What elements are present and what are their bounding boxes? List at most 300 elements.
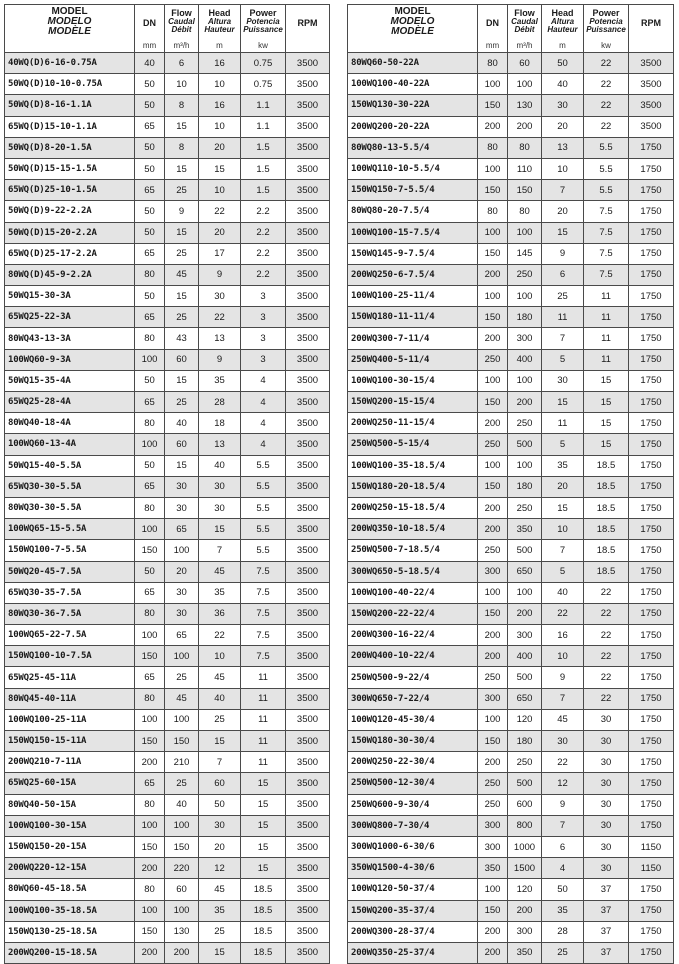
model-cell: 150WQ100-7-5.5A	[5, 540, 135, 561]
unit-head: m	[542, 38, 584, 53]
dn-cell: 100	[478, 286, 508, 307]
head-cell: 30	[199, 286, 241, 307]
header-head: Head Altura Hauteur	[542, 5, 584, 39]
flow-cell: 80	[508, 137, 542, 158]
dn-cell: 200	[478, 752, 508, 773]
dn-cell: 100	[135, 900, 165, 921]
rpm-cell: 1750	[629, 815, 674, 836]
power-cell: 30	[584, 752, 629, 773]
flow-cell: 500	[508, 540, 542, 561]
table-row	[348, 222, 674, 243]
head-cell: 5	[542, 434, 584, 455]
rpm-cell: 3500	[286, 582, 330, 603]
head-cell: 45	[199, 561, 241, 582]
dn-cell: 100	[135, 519, 165, 540]
flow-cell: 600	[508, 794, 542, 815]
flow-cell: 210	[165, 752, 199, 773]
power-cell: 0.75	[241, 53, 286, 74]
power-cell: 7.5	[241, 625, 286, 646]
rpm-cell: 3500	[286, 180, 330, 201]
rpm-cell: 1750	[629, 603, 674, 624]
dn-cell: 80	[478, 53, 508, 74]
dn-cell: 150	[135, 921, 165, 942]
flow-cell: 9	[165, 201, 199, 222]
flow-cell: 1500	[508, 858, 542, 879]
dn-cell: 80	[135, 688, 165, 709]
dn-cell: 80	[135, 879, 165, 900]
model-cell: 80WQ40-50-15A	[5, 794, 135, 815]
header-rpm: RPM	[629, 5, 674, 39]
model-cell: 150WQ100-10-7.5A	[5, 646, 135, 667]
flow-cell: 25	[165, 392, 199, 413]
table-row	[5, 815, 330, 836]
power-cell: 22	[584, 95, 629, 116]
table-row	[348, 731, 674, 752]
dn-cell: 200	[478, 497, 508, 518]
model-cell: 100WQ100-25-11/4	[348, 286, 478, 307]
table-row	[5, 688, 330, 709]
rpm-cell: 3500	[286, 53, 330, 74]
table-row	[5, 413, 330, 434]
head-cell: 20	[199, 836, 241, 857]
flow-cell: 100	[508, 582, 542, 603]
dn-cell: 100	[478, 455, 508, 476]
unit-dn: mm	[478, 38, 508, 53]
power-cell: 22	[584, 646, 629, 667]
power-cell: 11	[584, 286, 629, 307]
model-cell: 250WQ600-9-30/4	[348, 794, 478, 815]
dn-cell: 200	[135, 752, 165, 773]
table-row	[5, 942, 330, 963]
head-cell: 9	[542, 794, 584, 815]
rpm-cell: 1750	[629, 243, 674, 264]
dn-cell: 65	[135, 582, 165, 603]
model-cell: 100WQ120-50-37/4	[348, 879, 478, 900]
table-row	[5, 328, 330, 349]
flow-cell: 150	[165, 836, 199, 857]
flow-cell: 300	[508, 328, 542, 349]
table-row	[5, 858, 330, 879]
head-cell: 15	[199, 731, 241, 752]
flow-cell: 100	[165, 815, 199, 836]
power-cell: 37	[584, 879, 629, 900]
dn-cell: 250	[478, 540, 508, 561]
model-cell: 80WQ30-36-7.5A	[5, 603, 135, 624]
flow-cell: 8	[165, 95, 199, 116]
model-cell: 100WQ110-10-5.5/4	[348, 158, 478, 179]
table-row	[5, 53, 330, 74]
model-cell: 200WQ200-15-18.5A	[5, 942, 135, 963]
dn-cell: 250	[478, 667, 508, 688]
head-cell: 36	[199, 603, 241, 624]
head-cell: 10	[199, 646, 241, 667]
power-cell: 30	[584, 858, 629, 879]
power-cell: 2.2	[241, 222, 286, 243]
head-cell: 35	[199, 370, 241, 391]
model-cell: 300WQ650-7-22/4	[348, 688, 478, 709]
dn-cell: 250	[478, 794, 508, 815]
head-cell: 7	[542, 815, 584, 836]
table-row	[5, 307, 330, 328]
table-row	[348, 476, 674, 497]
table-row	[348, 858, 674, 879]
power-cell: 22	[584, 688, 629, 709]
flow-cell: 800	[508, 815, 542, 836]
unit-flow: m³/h	[165, 38, 199, 53]
model-cell: 200WQ300-28-37/4	[348, 921, 478, 942]
model-cell: 50WQ(D)9-22-2.2A	[5, 201, 135, 222]
table-row	[348, 413, 674, 434]
rpm-cell: 1750	[629, 349, 674, 370]
rpm-cell: 3500	[286, 264, 330, 285]
table-row	[348, 455, 674, 476]
model-cell: 150WQ130-25-18.5A	[5, 921, 135, 942]
flow-cell: 130	[508, 95, 542, 116]
power-cell: 1.5	[241, 180, 286, 201]
head-cell: 18	[199, 413, 241, 434]
unit-rpm	[629, 38, 674, 53]
head-cell: 10	[199, 74, 241, 95]
power-cell: 7.5	[584, 222, 629, 243]
table-row	[5, 434, 330, 455]
head-cell: 30	[542, 370, 584, 391]
power-cell: 22	[584, 625, 629, 646]
rpm-cell: 1750	[629, 370, 674, 391]
dn-cell: 100	[478, 879, 508, 900]
table-row	[348, 773, 674, 794]
unit-flow: m³/h	[508, 38, 542, 53]
table-row	[348, 794, 674, 815]
dn-cell: 80	[478, 137, 508, 158]
rpm-cell: 1750	[629, 201, 674, 222]
dn-cell: 150	[478, 392, 508, 413]
power-cell: 4	[241, 434, 286, 455]
flow-cell: 180	[508, 731, 542, 752]
model-cell: 200WQ250-15-18.5/4	[348, 497, 478, 518]
head-cell: 22	[199, 201, 241, 222]
head-cell: 35	[199, 582, 241, 603]
model-cell: 100WQ65-22-7.5A	[5, 625, 135, 646]
flow-cell: 250	[508, 752, 542, 773]
flow-cell: 100	[508, 455, 542, 476]
flow-cell: 40	[165, 794, 199, 815]
flow-cell: 150	[165, 731, 199, 752]
dn-cell: 100	[478, 582, 508, 603]
head-cell: 9	[199, 349, 241, 370]
flow-cell: 500	[508, 773, 542, 794]
power-cell: 22	[584, 116, 629, 137]
model-cell: 100WQ100-25-11A	[5, 709, 135, 730]
model-cell: 250WQ500-5-15/4	[348, 434, 478, 455]
rpm-cell: 1750	[629, 942, 674, 963]
power-cell: 15	[584, 370, 629, 391]
header-dn: DN	[478, 5, 508, 39]
rpm-cell: 1750	[629, 392, 674, 413]
power-cell: 22	[584, 667, 629, 688]
table-row	[348, 519, 674, 540]
flow-cell: 650	[508, 561, 542, 582]
table-row	[5, 519, 330, 540]
head-cell: 40	[199, 455, 241, 476]
power-cell: 22	[584, 53, 629, 74]
model-cell: 200WQ250-6-7.5/4	[348, 264, 478, 285]
dn-cell: 50	[135, 286, 165, 307]
rpm-cell: 1750	[629, 137, 674, 158]
power-cell: 1.1	[241, 95, 286, 116]
flow-cell: 100	[165, 540, 199, 561]
model-cell: 50WQ(D)15-15-1.5A	[5, 158, 135, 179]
head-cell: 50	[542, 879, 584, 900]
power-cell: 5.5	[584, 158, 629, 179]
flow-cell: 350	[508, 519, 542, 540]
head-cell: 16	[199, 95, 241, 116]
power-cell: 15	[584, 413, 629, 434]
rpm-cell: 1750	[629, 879, 674, 900]
power-cell: 11	[241, 667, 286, 688]
model-cell: 100WQ60-9-3A	[5, 349, 135, 370]
table-row	[5, 286, 330, 307]
dn-cell: 65	[135, 773, 165, 794]
model-cell: 200WQ220-12-15A	[5, 858, 135, 879]
rpm-cell: 1750	[629, 921, 674, 942]
dn-cell: 150	[478, 307, 508, 328]
table-row	[5, 392, 330, 413]
model-cell: 80WQ40-18-4A	[5, 413, 135, 434]
dn-cell: 150	[478, 95, 508, 116]
rpm-cell: 1750	[629, 307, 674, 328]
table-row	[5, 201, 330, 222]
rpm-cell: 3500	[286, 773, 330, 794]
flow-cell: 100	[508, 222, 542, 243]
flow-cell: 200	[508, 900, 542, 921]
unit-model	[348, 38, 478, 53]
power-cell: 30	[584, 815, 629, 836]
flow-cell: 20	[165, 561, 199, 582]
head-cell: 25	[542, 942, 584, 963]
head-cell: 28	[542, 921, 584, 942]
power-cell: 15	[584, 434, 629, 455]
rpm-cell: 1150	[629, 858, 674, 879]
table-row	[5, 794, 330, 815]
rpm-cell: 3500	[629, 74, 674, 95]
dn-cell: 150	[478, 900, 508, 921]
rpm-cell: 1750	[629, 455, 674, 476]
power-cell: 15	[241, 794, 286, 815]
rpm-cell: 1750	[629, 561, 674, 582]
table-row	[348, 392, 674, 413]
header-flow: Flow Caudal Débit	[508, 5, 542, 39]
head-cell: 30	[542, 731, 584, 752]
dn-cell: 200	[478, 921, 508, 942]
flow-cell: 15	[165, 158, 199, 179]
model-cell: 65WQ25-22-3A	[5, 307, 135, 328]
flow-cell: 15	[165, 286, 199, 307]
dn-cell: 150	[135, 646, 165, 667]
flow-cell: 250	[508, 497, 542, 518]
dn-cell: 80	[135, 603, 165, 624]
rpm-cell: 1750	[629, 413, 674, 434]
table-row	[5, 773, 330, 794]
flow-cell: 350	[508, 942, 542, 963]
head-cell: 7	[542, 180, 584, 201]
flow-cell: 100	[508, 74, 542, 95]
rpm-cell: 1750	[629, 900, 674, 921]
power-cell: 4	[241, 413, 286, 434]
power-cell: 2.2	[241, 243, 286, 264]
rpm-cell: 3500	[286, 158, 330, 179]
table-row	[348, 646, 674, 667]
head-cell: 50	[542, 53, 584, 74]
rpm-cell: 3500	[286, 858, 330, 879]
unit-dn: mm	[135, 38, 165, 53]
model-cell: 50WQ15-40-5.5A	[5, 455, 135, 476]
model-cell: 150WQ180-30-30/4	[348, 731, 478, 752]
power-cell: 7.5	[584, 201, 629, 222]
table-row	[348, 942, 674, 963]
power-cell: 3	[241, 286, 286, 307]
power-cell: 22	[584, 74, 629, 95]
model-cell: 100WQ100-35-18.5/4	[348, 455, 478, 476]
flow-cell: 65	[165, 625, 199, 646]
model-cell: 80WQ80-20-7.5/4	[348, 201, 478, 222]
dn-cell: 65	[135, 116, 165, 137]
flow-cell: 500	[508, 434, 542, 455]
dn-cell: 350	[478, 858, 508, 879]
flow-cell: 650	[508, 688, 542, 709]
table-row	[348, 561, 674, 582]
dn-cell: 65	[135, 476, 165, 497]
model-cell: 200WQ250-22-30/4	[348, 752, 478, 773]
table-row	[5, 752, 330, 773]
rpm-cell: 3500	[286, 222, 330, 243]
table-row	[5, 158, 330, 179]
model-cell: 80WQ80-13-5.5/4	[348, 137, 478, 158]
head-cell: 10	[542, 519, 584, 540]
flow-cell: 200	[508, 116, 542, 137]
power-cell: 7.5	[241, 646, 286, 667]
dn-cell: 80	[135, 413, 165, 434]
flow-cell: 8	[165, 137, 199, 158]
power-cell: 18.5	[241, 942, 286, 963]
power-cell: 5.5	[584, 180, 629, 201]
table-row	[5, 582, 330, 603]
power-cell: 15	[584, 392, 629, 413]
head-cell: 11	[542, 413, 584, 434]
power-cell: 1.1	[241, 116, 286, 137]
power-cell: 11	[241, 709, 286, 730]
model-cell: 150WQ130-30-22A	[348, 95, 478, 116]
table-row	[348, 879, 674, 900]
flow-cell: 200	[508, 603, 542, 624]
rpm-cell: 1750	[629, 222, 674, 243]
table-row	[348, 752, 674, 773]
flow-cell: 220	[165, 858, 199, 879]
power-cell: 11	[241, 752, 286, 773]
head-cell: 22	[542, 603, 584, 624]
flow-cell: 15	[165, 222, 199, 243]
dn-cell: 50	[135, 370, 165, 391]
model-cell: 250WQ400-5-11/4	[348, 349, 478, 370]
power-cell: 22	[584, 603, 629, 624]
head-cell: 10	[199, 180, 241, 201]
model-cell: 250WQ500-9-22/4	[348, 667, 478, 688]
rpm-cell: 3500	[286, 709, 330, 730]
head-cell: 35	[542, 900, 584, 921]
dn-cell: 100	[478, 370, 508, 391]
head-cell: 30	[199, 815, 241, 836]
dn-cell: 200	[478, 116, 508, 137]
flow-cell: 300	[508, 625, 542, 646]
head-cell: 20	[542, 476, 584, 497]
head-cell: 5	[542, 561, 584, 582]
dn-cell: 65	[135, 307, 165, 328]
table-row	[348, 582, 674, 603]
power-cell: 1.5	[241, 137, 286, 158]
rpm-cell: 3500	[629, 116, 674, 137]
table-row	[5, 349, 330, 370]
table-row	[348, 95, 674, 116]
table-row	[5, 921, 330, 942]
head-cell: 35	[542, 455, 584, 476]
rpm-cell: 3500	[286, 815, 330, 836]
power-cell: 18.5	[584, 455, 629, 476]
table-row	[348, 370, 674, 391]
rpm-cell: 1750	[629, 540, 674, 561]
dn-cell: 100	[478, 709, 508, 730]
power-cell: 5.5	[241, 455, 286, 476]
model-cell: 200WQ250-11-15/4	[348, 413, 478, 434]
head-cell: 15	[199, 158, 241, 179]
model-cell: 100WQ100-40-22/4	[348, 582, 478, 603]
rpm-cell: 1750	[629, 497, 674, 518]
model-cell: 200WQ300-16-22/4	[348, 625, 478, 646]
flow-cell: 60	[165, 879, 199, 900]
model-cell: 150WQ150-20-15A	[5, 836, 135, 857]
flow-cell: 200	[165, 942, 199, 963]
dn-cell: 80	[135, 497, 165, 518]
flow-cell: 43	[165, 328, 199, 349]
head-cell: 20	[199, 137, 241, 158]
power-cell: 5.5	[241, 497, 286, 518]
head-cell: 40	[542, 74, 584, 95]
rpm-cell: 3500	[286, 74, 330, 95]
rpm-cell: 1750	[629, 582, 674, 603]
head-cell: 25	[199, 709, 241, 730]
table-row	[348, 137, 674, 158]
table-row	[348, 540, 674, 561]
header-flow: Flow Caudal Débit	[165, 5, 199, 39]
head-cell: 60	[199, 773, 241, 794]
power-cell: 18.5	[241, 900, 286, 921]
table-row	[5, 625, 330, 646]
flow-cell: 30	[165, 497, 199, 518]
dn-cell: 300	[478, 688, 508, 709]
head-cell: 22	[199, 307, 241, 328]
head-cell: 7	[542, 688, 584, 709]
head-cell: 12	[199, 858, 241, 879]
power-cell: 0.75	[241, 74, 286, 95]
model-cell: 65WQ(D)15-10-1.1A	[5, 116, 135, 137]
rpm-cell: 3500	[286, 519, 330, 540]
table-row	[5, 243, 330, 264]
dn-cell: 300	[478, 815, 508, 836]
head-cell: 9	[542, 667, 584, 688]
rpm-cell: 1750	[629, 688, 674, 709]
head-cell: 10	[199, 116, 241, 137]
model-cell: 200WQ350-25-37/4	[348, 942, 478, 963]
head-cell: 22	[542, 752, 584, 773]
model-cell: 200WQ210-7-11A	[5, 752, 135, 773]
